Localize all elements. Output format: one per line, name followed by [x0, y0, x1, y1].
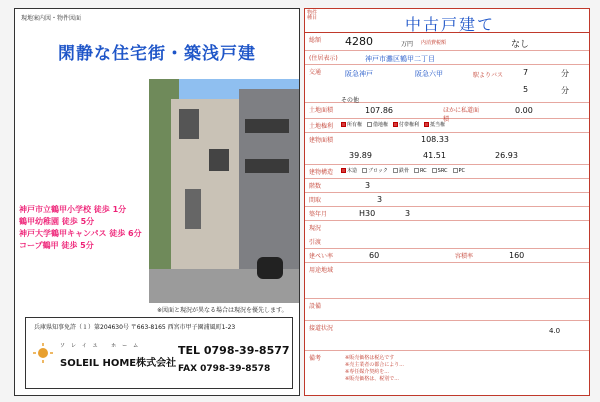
floor-total: 108.33 [421, 135, 449, 144]
floor-3-area: 26.93 [495, 151, 518, 160]
land-area-label: 土地面積 [309, 107, 334, 114]
far-value: 160 [509, 251, 525, 260]
access-item: 神戸大学鶴甲キャンパス 徒歩 6分 [19, 229, 142, 238]
floor-1-area: 39.89 [349, 151, 372, 160]
layout-value: 3 [377, 195, 383, 204]
floors-row [305, 179, 589, 193]
layout-row [305, 193, 589, 207]
line-name: 阪急神戸 [345, 70, 373, 78]
company-name: SOLEIL HOME株式会社 [60, 358, 177, 369]
remark-item: ※専任媒介契約を... [345, 369, 389, 375]
minutes-unit: 分 [561, 69, 569, 78]
structure-label: 建物構造 [309, 169, 334, 176]
far-label: 容積率 [455, 253, 474, 260]
tax-value: なし [511, 40, 530, 50]
flyer-title: 閑静な住宅街・築浅戸建 [58, 44, 256, 64]
access-item: 鶴甲幼稚園 徒歩 5分 [19, 217, 95, 226]
zoning-row [305, 263, 589, 299]
phone-number: TEL 0798-39-8577 [178, 344, 290, 357]
sun-logo-icon [32, 342, 54, 364]
rights-row: 土地権利 所有権 借地権 付帯権利 抵当権 [305, 119, 589, 133]
floor-area-row [305, 133, 589, 165]
road-width: 4.0 [549, 327, 561, 335]
remark-item: ※販売価格は税込です [345, 355, 395, 361]
price-label: 総額 [309, 37, 322, 44]
price-row [305, 33, 589, 51]
traffic-row [305, 65, 589, 103]
floor-2-area: 41.51 [423, 151, 446, 160]
road-label: 接道状況 [309, 325, 334, 332]
photo-note: ※図面と現況が異なる場合は現況を優先します。 [157, 307, 288, 314]
land-area-value: 107.86 [365, 106, 393, 115]
floor-area-label: 建物面積 [309, 137, 334, 144]
price-unit: 万円 [401, 41, 414, 48]
coverage-row [305, 249, 589, 263]
flyer-label: 現地案内図・物件図面 [21, 15, 82, 22]
fax-number: FAX 0798-39-8578 [178, 364, 271, 374]
layout-label: 間取 [309, 197, 322, 204]
price-value: 4280 [345, 35, 373, 48]
spec-header [305, 9, 589, 33]
traffic-other: その他 [341, 97, 360, 104]
remarks-label: 備考 [309, 355, 322, 362]
house-photo [149, 79, 299, 303]
utilities-label: 設備 [309, 303, 322, 310]
walk-minutes: 5 [523, 85, 529, 94]
floors-value: 3 [365, 181, 371, 190]
traffic-label: 交通 [309, 69, 322, 76]
property-flyer [14, 8, 300, 396]
coverage-label: 建ぺい率 [309, 253, 334, 260]
land-area-row [305, 103, 589, 123]
access-item: 神戸市立鶴甲小学校 徒歩 1分 [19, 205, 127, 214]
type-side-label: 物件種目 [307, 10, 318, 21]
utilities-row [305, 299, 589, 321]
floors-label: 階数 [309, 183, 322, 190]
structure-row: 建物構造 木造 ブロック 鉄骨 RC SRC PC [305, 165, 589, 179]
address-label: (住居表示) [309, 55, 338, 62]
bus-label: 駅よりバス [473, 72, 504, 79]
spec-title: 中古戸建て [405, 15, 496, 34]
license-text: 兵庫県知事免許（１）第204630号 〒663-8165 西宮市甲子園浦風町1-23 [34, 324, 236, 331]
access-item: コープ鶴甲 徒歩 5分 [19, 241, 94, 250]
remark-item: ※販売価格は、税別で... [345, 376, 399, 382]
company-ruby: ソレイユ ホーム [60, 343, 145, 349]
bus-minutes: 7 [523, 68, 529, 77]
built-year: H30 [359, 209, 376, 218]
remarks-row [305, 351, 589, 397]
rights-label: 土地権利 [309, 123, 334, 130]
station-name: 阪急六甲 [415, 70, 443, 78]
delivery-label: 引渡 [309, 239, 322, 246]
built-row [305, 207, 589, 221]
private-road-label: ほかに私道面積 [443, 107, 480, 123]
property-spec-sheet [304, 8, 590, 396]
road-row [305, 321, 589, 351]
tax-note: 内消費税額 [421, 40, 447, 46]
address-row [305, 51, 589, 65]
company-box [25, 317, 293, 389]
built-month: 3 [405, 209, 411, 218]
coverage-value: 60 [369, 251, 380, 260]
minutes-unit-2: 分 [561, 86, 569, 95]
private-road-value: 0.00 [515, 106, 533, 115]
remark-item: ※売主業者の都合により... [345, 362, 404, 368]
address-value: 神戸市灘区鶴甲二丁目 [365, 55, 435, 63]
zoning-label: 用途地域 [309, 267, 334, 274]
built-label: 築年月 [309, 211, 328, 218]
status-row [305, 221, 589, 249]
status-label: 現況 [309, 225, 322, 232]
